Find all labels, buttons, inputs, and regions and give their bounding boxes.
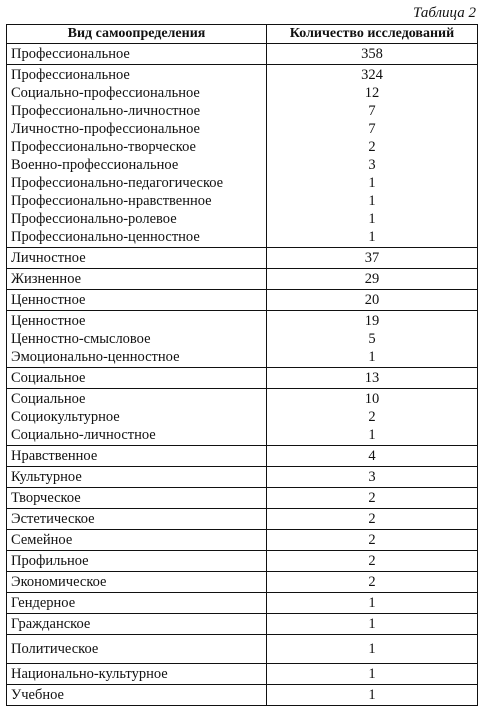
count-cell	[267, 446, 478, 467]
type-cell	[7, 290, 267, 311]
count-value: 10	[364, 391, 380, 407]
count-value: 13	[364, 370, 380, 386]
count-value: 7	[368, 103, 376, 119]
type-label: Нравственное	[11, 448, 98, 464]
count-value: 4	[368, 448, 376, 464]
type-cell	[7, 593, 267, 614]
type-label: Профильное	[11, 553, 89, 569]
type-cell	[7, 467, 267, 488]
type-cell	[7, 311, 267, 368]
count-value: 3	[368, 157, 376, 173]
type-cell	[7, 269, 267, 290]
count-value: 3	[368, 469, 376, 485]
type-label: Профессионально-ролевое	[11, 211, 177, 227]
count-cell	[267, 290, 478, 311]
type-label: Жизненное	[11, 271, 82, 287]
type-label: Профессионально-нравственное	[11, 193, 212, 209]
type-label: Ценностное	[11, 313, 86, 329]
count-value: 19	[364, 313, 380, 329]
count-value: 1	[368, 175, 376, 191]
count-value: 2	[368, 490, 376, 506]
count-cell	[267, 509, 478, 530]
type-cell	[7, 389, 267, 446]
count-value: 1	[368, 687, 376, 703]
count-value: 1	[368, 641, 376, 657]
count-cell	[267, 685, 478, 706]
type-cell	[7, 530, 267, 551]
type-label: Социальное	[11, 391, 86, 407]
type-cell	[7, 572, 267, 593]
table-row	[7, 572, 478, 593]
count-value: 1	[368, 229, 376, 245]
type-cell	[7, 664, 267, 685]
table-row	[7, 389, 478, 446]
type-cell	[7, 446, 267, 467]
count-value: 2	[368, 511, 376, 527]
count-value: 1	[368, 595, 376, 611]
type-label: Национально-культурное	[11, 666, 168, 682]
count-value: 2	[368, 574, 376, 590]
count-cell	[267, 530, 478, 551]
count-value: 1	[368, 427, 376, 443]
table-row	[7, 530, 478, 551]
count-cell	[267, 368, 478, 389]
type-label: Профессионально-творческое	[11, 139, 196, 155]
table-row	[7, 290, 478, 311]
table-row	[7, 248, 478, 269]
type-label: Гендерное	[11, 595, 76, 611]
type-cell	[7, 65, 267, 248]
type-cell	[7, 44, 267, 65]
count-cell	[267, 248, 478, 269]
type-label: Семейное	[11, 532, 73, 548]
count-value: 358	[361, 46, 383, 62]
type-cell	[7, 248, 267, 269]
count-value: 1	[368, 211, 376, 227]
self-determination-table	[6, 24, 478, 706]
table-header-row	[7, 25, 478, 44]
count-cell	[267, 551, 478, 572]
count-value: 1	[368, 616, 376, 632]
count-cell	[267, 488, 478, 509]
table-row	[7, 44, 478, 65]
count-value: 324	[361, 67, 383, 83]
type-label: Социальное	[11, 370, 86, 386]
count-cell	[267, 635, 478, 664]
type-label: Профессиональное	[11, 67, 130, 83]
table-caption: Таблица 2	[413, 5, 476, 21]
table-row	[7, 488, 478, 509]
type-label: Политическое	[11, 641, 99, 657]
count-cell	[267, 467, 478, 488]
count-value: 29	[364, 271, 380, 287]
count-value: 12	[364, 85, 380, 101]
type-label: Профессионально-педагогическое	[11, 175, 224, 191]
type-label: Культурное	[11, 469, 82, 485]
count-value: 2	[368, 532, 376, 548]
table-row	[7, 368, 478, 389]
type-label: Военно-профессиональное	[11, 157, 179, 173]
type-cell	[7, 551, 267, 572]
type-label: Социально-личностное	[11, 427, 156, 443]
table-row	[7, 635, 478, 664]
type-label: Ценностное	[11, 292, 86, 308]
count-cell	[267, 65, 478, 248]
type-label: Профессионально-ценностное	[11, 229, 200, 245]
type-label: Эстетическое	[11, 511, 95, 527]
table-row	[7, 614, 478, 635]
count-value: 5	[368, 331, 376, 347]
table-row	[7, 664, 478, 685]
table-row	[7, 593, 478, 614]
type-label: Социокультурное	[11, 409, 120, 425]
count-value: 2	[368, 409, 376, 425]
table-row	[7, 509, 478, 530]
type-label: Гражданское	[11, 616, 91, 632]
count-value: 2	[368, 139, 376, 155]
count-value: 1	[368, 666, 376, 682]
type-label: Учебное	[11, 687, 64, 703]
table-row	[7, 65, 478, 248]
count-value: 1	[368, 349, 376, 365]
type-cell	[7, 368, 267, 389]
header-count: Количество исследований	[267, 25, 478, 44]
table-row	[7, 446, 478, 467]
type-label: Социально-профессиональное	[11, 85, 200, 101]
table-body	[7, 44, 478, 706]
count-cell	[267, 614, 478, 635]
type-label: Профессиональное	[11, 46, 130, 62]
count-cell	[267, 664, 478, 685]
type-cell	[7, 488, 267, 509]
count-cell	[267, 269, 478, 290]
count-value: 20	[364, 292, 380, 308]
count-cell	[267, 593, 478, 614]
type-cell	[7, 635, 267, 664]
type-label: Эмоционально-ценностное	[11, 349, 180, 365]
type-cell	[7, 509, 267, 530]
type-label: Ценностно-смысловое	[11, 331, 151, 347]
header-type: Вид самоопределения	[7, 25, 267, 44]
type-label: Личностно-профессиональное	[11, 121, 200, 137]
type-label: Творческое	[11, 490, 81, 506]
type-cell	[7, 685, 267, 706]
table-row	[7, 269, 478, 290]
type-label: Профессионально-личностное	[11, 103, 201, 119]
count-cell	[267, 389, 478, 446]
table-row	[7, 467, 478, 488]
count-value: 1	[368, 193, 376, 209]
type-label: Личностное	[11, 250, 86, 266]
count-value: 2	[368, 553, 376, 569]
type-cell	[7, 614, 267, 635]
table-row	[7, 551, 478, 572]
count-value: 37	[364, 250, 380, 266]
count-value: 7	[368, 121, 376, 137]
table-row	[7, 685, 478, 706]
table-row	[7, 311, 478, 368]
type-label: Экономическое	[11, 574, 107, 590]
count-cell	[267, 311, 478, 368]
count-cell	[267, 572, 478, 593]
count-cell	[267, 44, 478, 65]
